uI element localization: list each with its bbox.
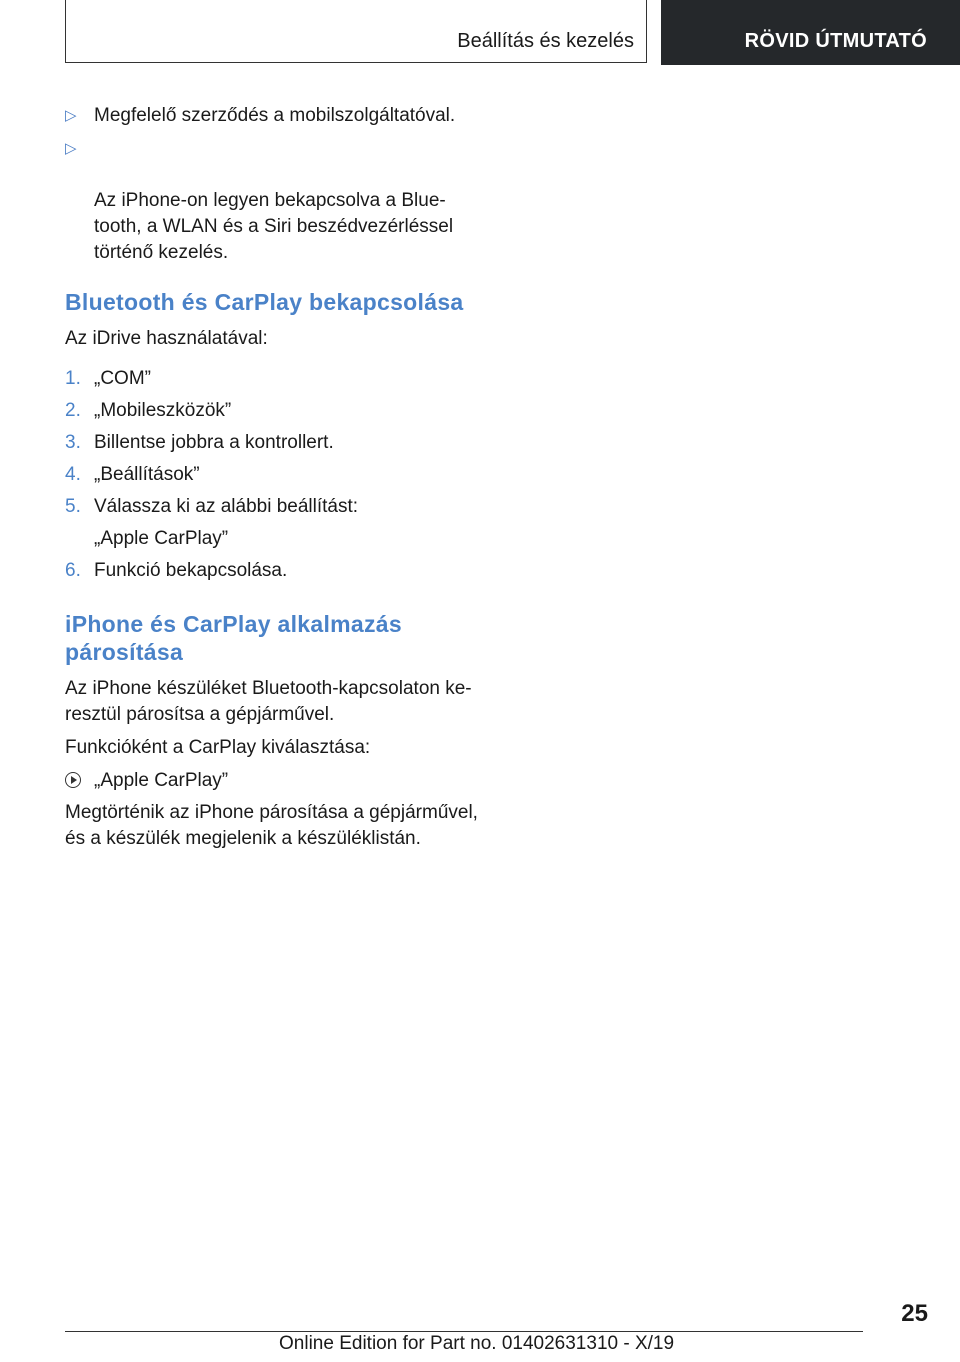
bullet-text: Megfelelő szerződés a mobilszolgáltatóval. — [94, 105, 456, 126]
step-text: Billentse jobbra a kontrollert. — [94, 432, 334, 453]
pairing-function-intro: Funkcióként a CarPlay kiválasztása: — [65, 737, 371, 758]
step-text: Válassza ki az alábbi beállítást: — [94, 496, 359, 517]
header-chapter-title: RÖVID ÚTMUTATÓ — [744, 30, 927, 52]
action-item — [65, 768, 485, 794]
step-number: 2. — [65, 400, 81, 421]
footer-edition-text: Online Edition for Part no. 01402631310 - X/19 — [279, 1333, 675, 1354]
page-number: 25 — [901, 1300, 928, 1327]
main-content — [65, 103, 485, 859]
triangle-bullet-icon: ▷ — [65, 107, 77, 124]
step-item — [65, 558, 485, 584]
bullet-item — [65, 136, 485, 266]
pairing-paragraph: Az iPhone készüléket Bluetooth-kapcsolaton ke- resztül párosítsa a gépjárművel. — [65, 678, 472, 725]
step-text: „Beállítások” — [94, 464, 200, 485]
step-item — [65, 462, 485, 488]
step-number: 5. — [65, 496, 81, 517]
step-item — [65, 430, 485, 456]
step-number: 6. — [65, 560, 81, 581]
step-text: Funkció bekapcsolása. — [94, 560, 288, 581]
section-heading-bluetooth: Bluetooth és CarPlay bekapcsolása — [65, 289, 464, 315]
section-heading-pairing: iPhone és CarPlay alkalmazás párosítása — [65, 611, 402, 665]
header-chapter-tab — [661, 0, 960, 65]
step-item — [65, 366, 485, 392]
step-item — [65, 494, 485, 520]
step-number: 3. — [65, 432, 81, 453]
step-item — [65, 398, 485, 424]
bullet-text: Az iPhone-on legyen bekapcsolva a Blue- tooth, a WLAN és a Siri beszédvezérléssel történő kezelés. — [94, 190, 454, 263]
step-text: „Mobileszközök” — [94, 400, 232, 421]
action-text: „Apple CarPlay” — [94, 770, 229, 791]
footer-divider — [65, 1331, 863, 1332]
step-number: 4. — [65, 464, 81, 485]
bullet-item — [65, 103, 485, 129]
triangle-bullet-icon: ▷ — [65, 140, 77, 157]
step-number: 1. — [65, 368, 81, 389]
step-sub-text: „Apple CarPlay” — [94, 528, 229, 549]
step-text: „COM” — [94, 368, 151, 389]
header-section-box — [65, 0, 647, 63]
pairing-result-paragraph: Megtörténik az iPhone párosítása a gépjárművel, és a készülék megjelenik a készüléklistán. — [65, 802, 478, 849]
header-section-title: Beállítás és kezelés — [457, 30, 634, 52]
play-circle-icon — [65, 772, 81, 788]
section-intro: Az iDrive használatával: — [65, 328, 268, 349]
